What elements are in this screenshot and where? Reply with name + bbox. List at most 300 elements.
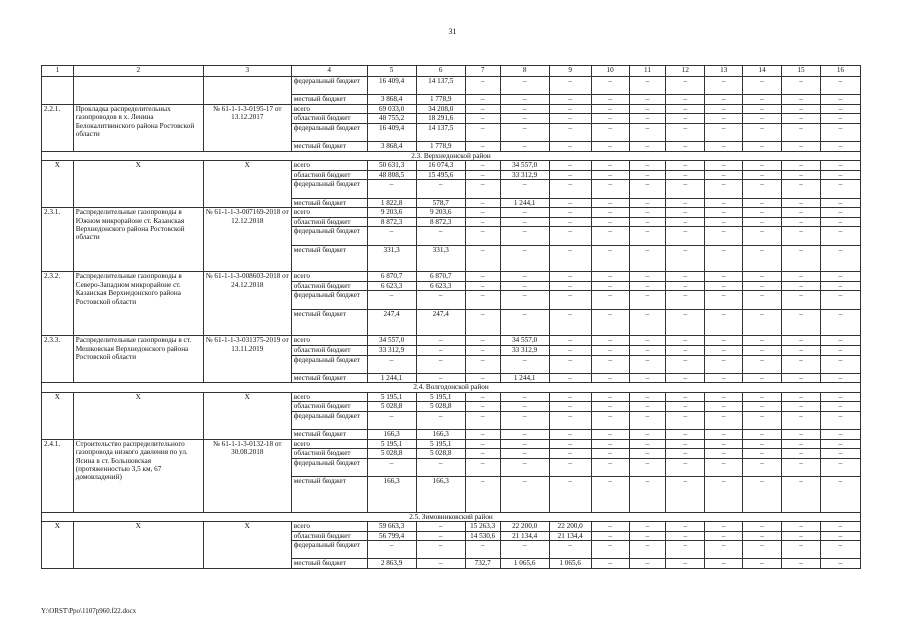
amount-cell: – <box>367 541 416 559</box>
amount-cell: – <box>782 291 821 309</box>
amount-cell: – <box>782 412 821 430</box>
amount-cell: – <box>743 309 782 336</box>
amount-cell: 732,7 <box>465 559 500 569</box>
amount-cell: – <box>666 95 705 105</box>
amount-cell: 5 195,1 <box>416 392 465 402</box>
amount-cell: – <box>705 449 743 459</box>
amount-cell: – <box>465 373 500 383</box>
budget-source-cell: областной бюджет <box>291 217 367 227</box>
amount-cell: – <box>782 373 821 383</box>
budget-source-cell: областной бюджет <box>291 449 367 459</box>
amount-cell: – <box>629 208 666 218</box>
amount-cell: – <box>591 161 629 171</box>
column-number-cell: 5 <box>367 66 416 77</box>
amount-cell: – <box>629 402 666 412</box>
amount-cell: – <box>782 531 821 541</box>
amount-cell: 1 065,6 <box>549 559 591 569</box>
column-number-cell: 3 <box>203 66 291 77</box>
amount-cell: – <box>591 170 629 180</box>
amount-cell: 59 663,3 <box>367 521 416 531</box>
amount-cell: – <box>465 402 500 412</box>
amount-cell: – <box>629 272 666 282</box>
amount-cell: – <box>820 430 860 440</box>
amount-cell: – <box>629 95 666 105</box>
amount-cell: – <box>465 281 500 291</box>
amount-cell: 50 631,3 <box>367 161 416 171</box>
budget-source-cell: областной бюджет <box>291 346 367 356</box>
amount-cell: – <box>465 114 500 124</box>
amount-cell: – <box>705 477 743 512</box>
amount-cell: – <box>782 449 821 459</box>
column-number-cell: 16 <box>820 66 860 77</box>
amount-cell: – <box>500 412 549 430</box>
amount-cell: – <box>820 227 860 245</box>
amount-cell: – <box>591 281 629 291</box>
amount-cell: 5 028,8 <box>416 402 465 412</box>
amount-cell: – <box>629 104 666 114</box>
amount-cell: – <box>500 104 549 114</box>
budget-source-cell: местный бюджет <box>291 245 367 272</box>
item-name-cell: Х <box>73 521 203 568</box>
amount-cell: – <box>705 95 743 105</box>
amount-cell: – <box>782 346 821 356</box>
amount-cell: – <box>666 198 705 208</box>
amount-cell: 16 409,4 <box>367 77 416 95</box>
amount-cell: – <box>500 123 549 141</box>
column-number-cell: 14 <box>743 66 782 77</box>
amount-cell: – <box>705 227 743 245</box>
amount-cell: 33 312,9 <box>367 346 416 356</box>
amount-cell: – <box>820 412 860 430</box>
amount-cell: 5 195,1 <box>367 392 416 402</box>
amount-cell: – <box>591 346 629 356</box>
amount-cell: – <box>629 245 666 272</box>
amount-cell: – <box>820 142 860 152</box>
amount-cell: – <box>591 531 629 541</box>
amount-cell: – <box>705 541 743 559</box>
amount-cell: – <box>465 309 500 336</box>
amount-cell: – <box>743 123 782 141</box>
file-path-footer: Y:\ORST\Ppo\1107p960.f22.docx <box>41 607 137 615</box>
amount-cell: – <box>367 291 416 309</box>
column-number-cell: 13 <box>705 66 743 77</box>
amount-cell: 6 870,7 <box>367 272 416 282</box>
amount-cell: – <box>416 521 465 531</box>
amount-cell: – <box>465 77 500 95</box>
amount-cell: – <box>500 227 549 245</box>
amount-cell: – <box>549 198 591 208</box>
amount-cell: 34 208,0 <box>416 104 465 114</box>
amount-cell: – <box>666 281 705 291</box>
amount-cell: – <box>549 95 591 105</box>
amount-cell: – <box>591 449 629 459</box>
item-number-cell: 2.3.2. <box>42 272 74 336</box>
amount-cell: – <box>465 459 500 477</box>
amount-cell: – <box>629 281 666 291</box>
amount-cell: – <box>666 170 705 180</box>
amount-cell: – <box>743 245 782 272</box>
amount-cell: – <box>591 459 629 477</box>
amount-cell: – <box>666 336 705 346</box>
amount-cell: – <box>666 373 705 383</box>
amount-cell: 6 870,7 <box>416 272 465 282</box>
amount-cell: – <box>549 477 591 512</box>
amount-cell: – <box>666 439 705 449</box>
amount-cell: – <box>820 161 860 171</box>
amount-cell: – <box>666 208 705 218</box>
amount-cell: – <box>820 541 860 559</box>
amount-cell: – <box>465 430 500 440</box>
amount-cell: 1 244,1 <box>500 373 549 383</box>
document-reference-cell: Х <box>203 521 291 568</box>
amount-cell: – <box>705 336 743 346</box>
amount-cell: – <box>591 559 629 569</box>
amount-cell: – <box>629 227 666 245</box>
table-row <box>42 104 861 114</box>
amount-cell: – <box>743 198 782 208</box>
amount-cell: – <box>820 95 860 105</box>
amount-cell: 16 074,3 <box>416 161 465 171</box>
amount-cell: – <box>629 123 666 141</box>
budget-source-cell: федеральный бюджет <box>291 77 367 95</box>
budget-source-cell: местный бюджет <box>291 373 367 383</box>
amount-cell: – <box>666 430 705 440</box>
column-number-cell: 2 <box>73 66 203 77</box>
amount-cell: – <box>820 291 860 309</box>
amount-cell: – <box>782 392 821 402</box>
amount-cell: – <box>666 77 705 95</box>
item-number-cell: 2.2.1. <box>42 104 74 151</box>
amount-cell: 578,7 <box>416 198 465 208</box>
amount-cell: – <box>782 355 821 373</box>
amount-cell: – <box>705 392 743 402</box>
amount-cell: – <box>743 180 782 198</box>
column-number-cell: 15 <box>782 66 821 77</box>
amount-cell: – <box>743 208 782 218</box>
amount-cell: 18 291,6 <box>416 114 465 124</box>
amount-cell: – <box>820 559 860 569</box>
amount-cell: – <box>549 412 591 430</box>
amount-cell: – <box>549 104 591 114</box>
amount-cell: – <box>743 346 782 356</box>
amount-cell: – <box>465 217 500 227</box>
amount-cell: 8 872,3 <box>367 217 416 227</box>
amount-cell: – <box>743 95 782 105</box>
amount-cell: – <box>591 402 629 412</box>
amount-cell: – <box>666 217 705 227</box>
budget-source-cell: местный бюджет <box>291 559 367 569</box>
budget-source-cell: областной бюджет <box>291 402 367 412</box>
amount-cell: – <box>629 291 666 309</box>
document-reference-cell: № 61-1-1-3-0132-18 от 30.08.2018 <box>203 439 291 512</box>
amount-cell: – <box>416 541 465 559</box>
amount-cell: – <box>465 477 500 512</box>
amount-cell: – <box>705 77 743 95</box>
document-reference-cell: № 61-1-1-3-031375-2019 от 13.11.2019 <box>203 336 291 383</box>
amount-cell: – <box>782 541 821 559</box>
amount-cell: – <box>591 412 629 430</box>
amount-cell: – <box>782 430 821 440</box>
amount-cell: 14 137,5 <box>416 123 465 141</box>
amount-cell: 9 203,6 <box>416 208 465 218</box>
amount-cell: – <box>743 392 782 402</box>
amount-cell: – <box>591 521 629 531</box>
amount-cell: – <box>549 281 591 291</box>
amount-cell: – <box>500 272 549 282</box>
amount-cell: – <box>743 531 782 541</box>
document-reference-cell: Х <box>203 392 291 439</box>
amount-cell: 8 872,3 <box>416 217 465 227</box>
amount-cell: – <box>465 449 500 459</box>
amount-cell: – <box>591 291 629 309</box>
amount-cell: 33 312,9 <box>500 170 549 180</box>
amount-cell: – <box>465 541 500 559</box>
amount-cell: – <box>820 439 860 449</box>
amount-cell: – <box>629 142 666 152</box>
amount-cell: – <box>465 104 500 114</box>
column-number-cell: 8 <box>500 66 549 77</box>
header-row <box>42 66 861 77</box>
item-number-cell: 2.4.1. <box>42 439 74 512</box>
item-number-cell: 2.3.3. <box>42 336 74 383</box>
amount-cell: – <box>500 291 549 309</box>
amount-cell: – <box>782 198 821 208</box>
amount-cell: – <box>705 208 743 218</box>
budget-source-cell: областной бюджет <box>291 114 367 124</box>
amount-cell: – <box>782 227 821 245</box>
table-row <box>42 521 861 531</box>
amount-cell: – <box>465 336 500 346</box>
amount-cell: – <box>782 142 821 152</box>
item-number-cell: Х <box>42 392 74 439</box>
amount-cell: – <box>591 245 629 272</box>
amount-cell: – <box>782 309 821 336</box>
amount-cell: – <box>465 227 500 245</box>
budget-source-cell: федеральный бюджет <box>291 123 367 141</box>
amount-cell: – <box>782 114 821 124</box>
amount-cell: – <box>782 439 821 449</box>
amount-cell: – <box>743 217 782 227</box>
table-row <box>42 392 861 402</box>
budget-source-cell: федеральный бюджет <box>291 227 367 245</box>
item-number-cell <box>42 77 74 105</box>
amount-cell: 48 808,5 <box>367 170 416 180</box>
amount-cell: – <box>820 449 860 459</box>
budget-source-cell: всего <box>291 208 367 218</box>
amount-cell: – <box>629 477 666 512</box>
amount-cell: – <box>705 373 743 383</box>
amount-cell: 34 557,0 <box>367 336 416 346</box>
amount-cell: – <box>629 541 666 559</box>
amount-cell: – <box>500 477 549 512</box>
amount-cell: – <box>500 541 549 559</box>
amount-cell: – <box>416 355 465 373</box>
amount-cell: – <box>666 161 705 171</box>
item-name-cell: Х <box>73 161 203 208</box>
amount-cell: 331,3 <box>367 245 416 272</box>
amount-cell: – <box>820 170 860 180</box>
amount-cell: – <box>629 412 666 430</box>
amount-cell: – <box>666 309 705 336</box>
table-row <box>42 336 861 346</box>
amount-cell: – <box>416 227 465 245</box>
amount-cell: – <box>629 198 666 208</box>
column-number-cell: 4 <box>291 66 367 77</box>
amount-cell: – <box>465 198 500 208</box>
amount-cell: 6 623,3 <box>416 281 465 291</box>
amount-cell: – <box>500 439 549 449</box>
amount-cell: 166,3 <box>367 430 416 440</box>
table-row <box>42 439 861 449</box>
budget-source-cell: федеральный бюджет <box>291 180 367 198</box>
budget-source-cell: областной бюджет <box>291 170 367 180</box>
amount-cell: – <box>782 559 821 569</box>
table-row <box>42 77 861 95</box>
amount-cell: – <box>591 477 629 512</box>
amount-cell: – <box>549 123 591 141</box>
amount-cell: 33 312,9 <box>500 346 549 356</box>
budget-source-cell: всего <box>291 272 367 282</box>
amount-cell: 5 195,1 <box>367 439 416 449</box>
amount-cell: – <box>416 346 465 356</box>
amount-cell: – <box>743 559 782 569</box>
document-reference-cell: Х <box>203 161 291 208</box>
amount-cell: 1 244,1 <box>367 373 416 383</box>
amount-cell: – <box>820 477 860 512</box>
amount-cell: – <box>629 392 666 402</box>
budget-source-cell: областной бюджет <box>291 281 367 291</box>
amount-cell: – <box>743 355 782 373</box>
amount-cell: – <box>820 272 860 282</box>
amount-cell: – <box>549 180 591 198</box>
amount-cell: – <box>465 142 500 152</box>
amount-cell: – <box>743 142 782 152</box>
amount-cell: – <box>629 430 666 440</box>
amount-cell: – <box>705 412 743 430</box>
amount-cell: – <box>666 245 705 272</box>
amount-cell: – <box>500 77 549 95</box>
amount-cell: – <box>743 281 782 291</box>
amount-cell: 21 134,4 <box>549 531 591 541</box>
amount-cell: – <box>549 373 591 383</box>
amount-cell: – <box>500 430 549 440</box>
table-row <box>42 161 861 171</box>
section-row <box>42 151 861 160</box>
amount-cell: – <box>591 336 629 346</box>
amount-cell: – <box>705 114 743 124</box>
item-number-cell: 2.3.1. <box>42 208 74 272</box>
budget-source-cell: местный бюджет <box>291 95 367 105</box>
amount-cell: – <box>629 521 666 531</box>
amount-cell: – <box>549 402 591 412</box>
amount-cell: – <box>820 392 860 402</box>
amount-cell: – <box>549 541 591 559</box>
amount-cell: – <box>367 355 416 373</box>
amount-cell: – <box>500 355 549 373</box>
amount-cell: – <box>500 449 549 459</box>
amount-cell: – <box>629 355 666 373</box>
amount-cell: – <box>820 77 860 95</box>
amount-cell: – <box>629 449 666 459</box>
amount-cell: – <box>666 412 705 430</box>
amount-cell: – <box>782 77 821 95</box>
amount-cell: 15 495,6 <box>416 170 465 180</box>
column-number-cell: 6 <box>416 66 465 77</box>
amount-cell: – <box>500 309 549 336</box>
amount-cell: – <box>549 227 591 245</box>
amount-cell: – <box>629 346 666 356</box>
amount-cell: – <box>743 459 782 477</box>
amount-cell: – <box>820 459 860 477</box>
amount-cell: – <box>465 392 500 402</box>
amount-cell: – <box>743 521 782 531</box>
amount-cell: 22 200,0 <box>549 521 591 531</box>
amount-cell: – <box>666 402 705 412</box>
amount-cell: – <box>820 355 860 373</box>
amount-cell: – <box>549 208 591 218</box>
amount-cell: 1 244,1 <box>500 198 549 208</box>
amount-cell: – <box>500 392 549 402</box>
amount-cell: – <box>549 309 591 336</box>
amount-cell: – <box>591 198 629 208</box>
amount-cell: – <box>782 123 821 141</box>
amount-cell: 166,3 <box>416 477 465 512</box>
budget-source-cell: федеральный бюджет <box>291 412 367 430</box>
amount-cell: – <box>549 430 591 440</box>
amount-cell: – <box>782 245 821 272</box>
amount-cell: 15 263,3 <box>465 521 500 531</box>
amount-cell: – <box>782 95 821 105</box>
amount-cell: – <box>549 170 591 180</box>
budget-source-cell: всего <box>291 439 367 449</box>
amount-cell: 5 028,8 <box>416 449 465 459</box>
budget-source-cell: областной бюджет <box>291 531 367 541</box>
budget-source-cell: всего <box>291 336 367 346</box>
amount-cell: – <box>500 142 549 152</box>
amount-cell: – <box>367 180 416 198</box>
budget-source-cell: местный бюджет <box>291 198 367 208</box>
amount-cell: – <box>666 477 705 512</box>
amount-cell: – <box>666 104 705 114</box>
amount-cell: – <box>705 309 743 336</box>
section-row <box>42 512 861 521</box>
amount-cell: – <box>591 208 629 218</box>
amount-cell: – <box>591 95 629 105</box>
item-name-cell: Распределительные газопроводы в Южном микрорайоне ст. Казанская Верхнедонского района Ростовской области <box>73 208 203 272</box>
column-number-cell: 1 <box>42 66 74 77</box>
amount-cell: – <box>820 245 860 272</box>
amount-cell: – <box>465 170 500 180</box>
amount-cell: – <box>549 355 591 373</box>
amount-cell: – <box>666 227 705 245</box>
amount-cell: – <box>465 412 500 430</box>
amount-cell: 2 863,9 <box>367 559 416 569</box>
amount-cell: – <box>629 217 666 227</box>
amount-cell: – <box>666 272 705 282</box>
column-number-cell: 7 <box>465 66 500 77</box>
amount-cell: 69 033,0 <box>367 104 416 114</box>
document-reference-cell: № 61-1-1-3-007169-2018 от 12.12.2018 <box>203 208 291 272</box>
amount-cell: – <box>743 439 782 449</box>
budget-source-cell: местный бюджет <box>291 309 367 336</box>
amount-cell: – <box>549 392 591 402</box>
amount-cell: – <box>820 336 860 346</box>
amount-cell: – <box>743 114 782 124</box>
document-reference-cell: № 61-1-1-3-008603-2018 от 24.12.2018 <box>203 272 291 336</box>
amount-cell: – <box>782 477 821 512</box>
item-number-cell: Х <box>42 161 74 208</box>
amount-cell: – <box>465 245 500 272</box>
